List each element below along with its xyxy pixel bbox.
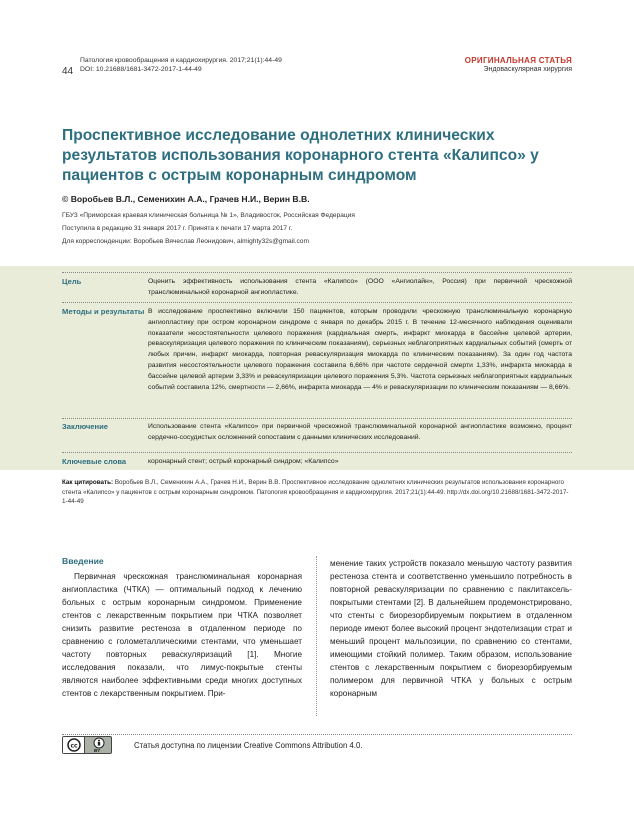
section-heading-intro: Введение xyxy=(62,556,104,566)
aim-text: Оценить эффективность использования стента «Калипсо» (ООО «Ангиолайн», Россия) при первичной чрескожной транслюминальной коронарной ангиопластике. xyxy=(148,278,572,296)
aim-label: Цель xyxy=(62,277,82,286)
article-type: ОРИГИНАЛЬНАЯ СТАТЬЯ xyxy=(464,56,572,65)
article-title: Проспективное исследование однолетних клинических результатов использования коронарного стента «Калипсо» у пациентов с острым коронарным синдромом xyxy=(62,127,539,184)
received-dates: Поступила в редакцию 31 января 2017 г. Принята к печати 17 марта 2017 г. xyxy=(62,225,293,232)
cc-icon xyxy=(65,738,83,752)
how-to-cite xyxy=(62,478,572,507)
keywords-label: Ключевые слова xyxy=(62,457,127,466)
keywords-text: коронарный стент; острый коронарный синдром; «Калипсо» xyxy=(148,458,339,465)
journal-info xyxy=(80,56,282,74)
abstract-conclusion xyxy=(62,422,572,456)
abstract-aim xyxy=(62,277,572,303)
authors: © Воробьев В.Л., Семенихин А.А., Грачев Н.И., Верин В.В. xyxy=(62,194,310,204)
abstract-methods xyxy=(62,307,572,419)
footer-divider xyxy=(62,734,572,735)
journal-citation: Патология кровообращения и кардиохирургия. 2017;21(1):44-49 xyxy=(80,57,282,64)
intro-right-column: менение таких устройств показало меньшую частоту развития рестеноза стента и соответственно уменьшило потребность в повторной реваскуляризации по сравнению с паклитаксель-покрытыми стентами [2]. В дальнейшем продемонстрировано, что стенты с биорезорбируемым покрытием в отдаленном периоде имеют более высокий процент эндотелизации страт и меньший процент мальпозиции, по сравнению со стентами, имеющими стойкий полимер. Таким образом, использование стентов с лекарственным покрытием с биорезорбируемым полимером для первичной ЧТКА у больных с острым коронарным xyxy=(330,559,572,698)
citation-text: Воробьев В.Л., Семенихин А.А., Грачев Н.И., Верин В.В. Проспективное исследование однолетних клинических результатов использования коронарного стента «Калипсо» у пациентов с острым коронарным синдромом. Патология кровообращения и кардиохирургия. 2017;21(1):44-49. http://dx.doi.org/10.21688/1681-3472-2017-1-44-49 xyxy=(62,479,569,506)
cc-by-badge[interactable] xyxy=(62,736,112,754)
divider xyxy=(62,418,572,419)
abstract-keywords xyxy=(62,457,572,469)
abstract-box xyxy=(0,266,634,470)
affiliation: ГБУЗ «Приморская краевая клиническая больница № 1», Владивосток, Российская Федерация xyxy=(62,212,355,219)
divider xyxy=(62,302,572,303)
conclusion-text: Использование стента «Калипсо» при первичной чрескожной транслюминальной коронарной ангиопластике возможно, процент сердечно-сосудистых осложнений сопоставим с данными клинических исследований. xyxy=(148,423,572,441)
license-text: Статья доступна по лицензии Creative Commons Attribution 4.0. xyxy=(134,741,363,750)
conclusion-label: Заключение xyxy=(62,422,109,431)
article-section: Эндоваскулярная хирургия xyxy=(483,66,572,73)
divider xyxy=(62,272,572,273)
divider xyxy=(62,452,572,453)
methods-text: В исследование проспективно включили 150 пациентов, которым проводили чрескожную транслюминальную коронарную ангиопластику при остром коронарном синдроме с января по декабрь 2015 г. В течение 12-месячного наблюдения оценивали показатели несостоятельности целевого поражения (кардиальная смерть, инфаркт миокарда в бассейне целевой артерии, реваскуляризация целевого поражения по клиническим показаниям), серьезных неблагоприятных кардиальных событий (смерть от любых причин, инфаркт миокарда, повторная реваскуляризация миокарда по клиническим показаниям). За один год частота развития несостоятельности целевого поражения составила 6,66% при частоте сердечной смерти 1,33%, инфаркта миокарда в бассейне целевой артерии 3,33% и реваскуляризации целевого поражения 5,3%. Частота серьезных неблагоприятных кардиальных событий составила 12%, смертности — 2,66%, инфаркта миокарда — 4% и реваскуляризации по клиническим показаниям — 8,66%. xyxy=(148,308,572,391)
page-header xyxy=(62,56,572,80)
correspondence: Для корреспонденции: Воробьев Вячеслав Леонидович, almighty32s@gmail.com xyxy=(62,238,309,245)
cc-by-label: BY xyxy=(94,748,101,753)
column-divider xyxy=(316,556,317,716)
page-number: 44 xyxy=(62,66,74,77)
intro-left-column: Первичная чрескожная транслюминальная коронарная ангиопластика (ЧТКА) — оптимальный подход к лечению больных с острым коронарным синдромом. Применение стентов с лекарственным покрытием при ЧТКА позволяет снизить развитие рестеноза в отдаленном периоде по сравнению с голометаллическими стентами, что уменьшает частоту повторных реваскуляризаций [1]. Многие исследования показали, что лимус-покрытые стенты являются наиболее эффективными среди многих доступных стентов с лекарственным покрытием. При- xyxy=(62,572,302,698)
journal-doi: DOI: 10.21688/1681-3472-2017-1-44-49 xyxy=(80,66,202,73)
svg-text:cc: cc xyxy=(70,742,78,750)
citation-label: Как цитировать: xyxy=(62,479,114,486)
methods-label: Методы и результаты xyxy=(62,307,145,316)
